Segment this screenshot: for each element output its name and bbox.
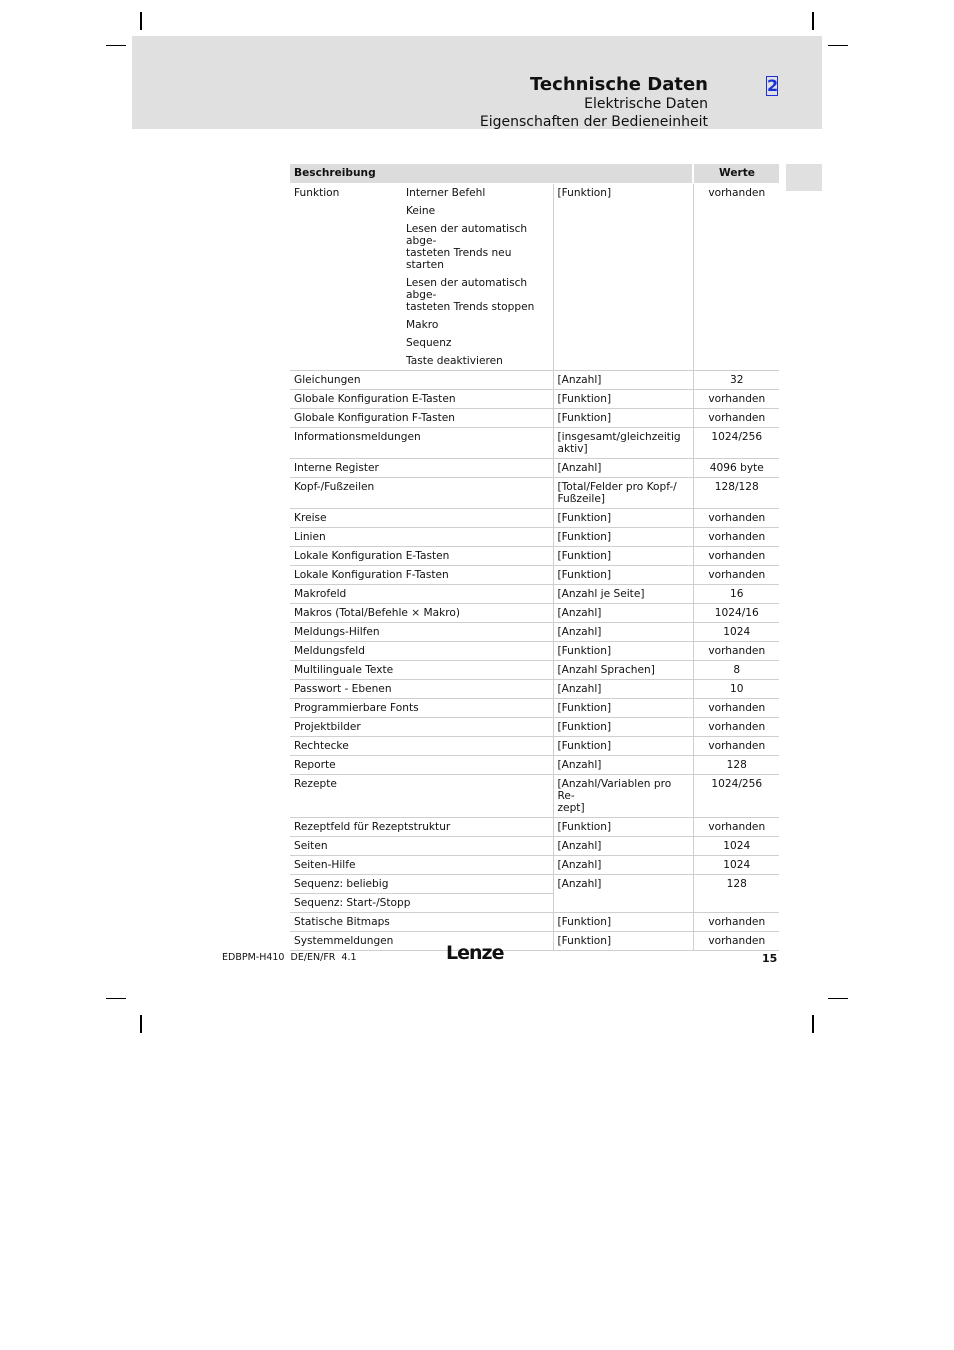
row-value: 16 <box>693 585 779 604</box>
row-label: Systemmeldungen <box>290 932 553 951</box>
row-label: Rezepte <box>290 775 553 818</box>
row-value: vorhanden <box>693 566 779 585</box>
row-unit: [Funktion] <box>553 699 693 718</box>
table-row <box>290 509 779 528</box>
crop-mark <box>812 1015 814 1033</box>
row-label: Lokale Konfiguration F-Tasten <box>290 566 553 585</box>
row-unit: [Anzahl/Variablen pro Re- zept] <box>553 775 693 818</box>
row-label: Sequenz: Start-/Stopp <box>290 894 553 913</box>
row-label: Seiten-Hilfe <box>290 856 553 875</box>
row-value: vorhanden <box>693 699 779 718</box>
row-value: 8 <box>693 661 779 680</box>
row-unit: [Funktion] <box>553 184 693 371</box>
row-unit: [Anzahl je Seite] <box>553 585 693 604</box>
row-value: vorhanden <box>693 509 779 528</box>
row-value: vorhanden <box>693 642 779 661</box>
row-label: Kreise <box>290 509 553 528</box>
crop-mark <box>828 45 848 46</box>
row-unit: [Funktion] <box>553 390 693 409</box>
row-label: Informationsmeldungen <box>290 428 553 459</box>
crop-mark <box>106 45 126 46</box>
table-row <box>290 428 779 459</box>
table-row <box>290 585 779 604</box>
row-label: Projektbilder <box>290 718 553 737</box>
row-label: Makrofeld <box>290 585 553 604</box>
row-label: Lokale Konfiguration E-Tasten <box>290 547 553 566</box>
row-unit: [Funktion] <box>553 718 693 737</box>
row-value: vorhanden <box>693 737 779 756</box>
row-value: vorhanden <box>693 184 779 371</box>
row-unit: [insgesamt/gleichzeitig aktiv] <box>553 428 693 459</box>
row-label: Makros (Total/Befehle × Makro) <box>290 604 553 623</box>
row-unit: [Funktion] <box>553 932 693 951</box>
row-value: 4096 byte <box>693 459 779 478</box>
row-value: 10 <box>693 680 779 699</box>
row-unit: [Anzahl] <box>553 875 693 913</box>
row-unit: [Funktion] <box>553 509 693 528</box>
section-subtitle: Elektrische Daten <box>584 96 708 112</box>
table-row <box>290 932 779 951</box>
row-value: 32 <box>693 371 779 390</box>
row-label: Globale Konfiguration F-Tasten <box>290 409 553 428</box>
column-header-description: Beschreibung <box>290 164 693 184</box>
page-title: Technische Daten <box>530 74 708 95</box>
row-value: 128/128 <box>693 478 779 509</box>
table-body <box>290 184 779 951</box>
table-row <box>290 528 779 547</box>
row-label: Linien <box>290 528 553 547</box>
row-value: vorhanden <box>693 718 779 737</box>
row-unit: [Funktion] <box>553 913 693 932</box>
table-row <box>290 756 779 775</box>
option-item: Lesen der automatisch abge- tasteten Trends stoppen <box>406 277 535 313</box>
table-header-row <box>290 164 779 184</box>
row-label: Programmierbare Fonts <box>290 699 553 718</box>
table-row <box>290 737 779 756</box>
row-label: Seiten <box>290 837 553 856</box>
row-label: Globale Konfiguration E-Tasten <box>290 390 553 409</box>
table-row <box>290 604 779 623</box>
table-row <box>290 718 779 737</box>
option-item: Taste deaktivieren <box>406 355 503 367</box>
table-row <box>290 623 779 642</box>
chapter-number-link[interactable]: 2 <box>767 76 779 95</box>
row-unit: [Anzahl] <box>553 856 693 875</box>
table-row <box>290 913 779 932</box>
table-row <box>290 409 779 428</box>
crop-mark <box>828 998 848 999</box>
table-row-funktion <box>290 184 779 371</box>
option-item: Interner Befehl <box>406 187 486 199</box>
table-row <box>290 547 779 566</box>
row-label: Reporte <box>290 756 553 775</box>
row-unit: [Anzahl] <box>553 604 693 623</box>
row-value: 128 <box>693 756 779 775</box>
row-label: Gleichungen <box>290 371 553 390</box>
crop-mark <box>812 12 814 30</box>
row-value: 1024/16 <box>693 604 779 623</box>
subsection-subtitle: Eigenschaften der Bedieneinheit <box>479 114 708 130</box>
row-value: vorhanden <box>693 547 779 566</box>
page-number: 15 <box>762 952 778 965</box>
row-unit: [Anzahl] <box>553 371 693 390</box>
row-unit: [Funktion] <box>553 737 693 756</box>
option-item: Sequenz <box>406 337 452 349</box>
row-unit: [Anzahl] <box>553 837 693 856</box>
option-item: Makro <box>406 319 439 331</box>
option-item: Lesen der automatisch abge- tasteten Trends neu starten <box>406 223 528 271</box>
row-label: Sequenz: beliebig <box>290 875 553 894</box>
row-value: vorhanden <box>693 409 779 428</box>
table-row <box>290 680 779 699</box>
row-unit: [Anzahl] <box>553 680 693 699</box>
row-label: Interne Register <box>290 459 553 478</box>
document-code: EDBPM-H410 DE/EN/FR 4.1 <box>222 952 357 963</box>
table-row <box>290 478 779 509</box>
column-header-values: Werte <box>693 164 779 184</box>
crop-mark <box>140 1015 142 1033</box>
row-value: vorhanden <box>693 818 779 837</box>
row-unit: [Funktion] <box>553 818 693 837</box>
row-value: vorhanden <box>693 913 779 932</box>
table-row <box>290 661 779 680</box>
table-row <box>290 775 779 818</box>
row-value: vorhanden <box>693 932 779 951</box>
table-row <box>290 699 779 718</box>
row-label: Multilinguale Texte <box>290 661 553 680</box>
row-label: Rezeptfeld für Rezeptstruktur <box>290 818 553 837</box>
row-label: Statische Bitmaps <box>290 913 553 932</box>
side-tab-marker <box>786 164 822 191</box>
table-row <box>290 566 779 585</box>
row-label: Meldungs-Hilfen <box>290 623 553 642</box>
row-unit: [Anzahl Sprachen] <box>553 661 693 680</box>
row-value: 1024 <box>693 856 779 875</box>
row-unit: [Anzahl] <box>553 459 693 478</box>
row-unit: [Anzahl] <box>553 756 693 775</box>
table-row <box>290 642 779 661</box>
table-row <box>290 459 779 478</box>
table-row <box>290 818 779 837</box>
row-label: Meldungsfeld <box>290 642 553 661</box>
crop-mark <box>106 998 126 999</box>
row-value: 1024 <box>693 837 779 856</box>
option-item: Keine <box>406 205 436 217</box>
row-label: Kopf-/Fußzeilen <box>290 478 553 509</box>
row-value: vorhanden <box>693 528 779 547</box>
row-unit: [Anzahl] <box>553 623 693 642</box>
row-unit: [Funktion] <box>553 528 693 547</box>
table-row <box>290 856 779 875</box>
table-row <box>290 371 779 390</box>
row-value: vorhanden <box>693 390 779 409</box>
row-label: Rechtecke <box>290 737 553 756</box>
row-value: 1024 <box>693 623 779 642</box>
row-unit: [Funktion] <box>553 566 693 585</box>
spec-table <box>290 164 779 951</box>
crop-mark <box>140 12 142 30</box>
funktion-options <box>402 184 553 371</box>
header-band <box>132 36 822 129</box>
table-row <box>290 837 779 856</box>
row-value: 128 <box>693 875 779 913</box>
row-unit: [Funktion] <box>553 547 693 566</box>
row-value: 1024/256 <box>693 428 779 459</box>
table-row-sequenz <box>290 875 779 894</box>
row-label: Passwort - Ebenen <box>290 680 553 699</box>
table-row <box>290 390 779 409</box>
row-label: Funktion <box>290 184 402 371</box>
row-unit: [Total/Felder pro Kopf-/ Fußzeile] <box>553 478 693 509</box>
lenze-logo: Lenze <box>446 942 504 964</box>
row-unit: [Funktion] <box>553 642 693 661</box>
row-unit: [Funktion] <box>553 409 693 428</box>
row-value: 1024/256 <box>693 775 779 818</box>
